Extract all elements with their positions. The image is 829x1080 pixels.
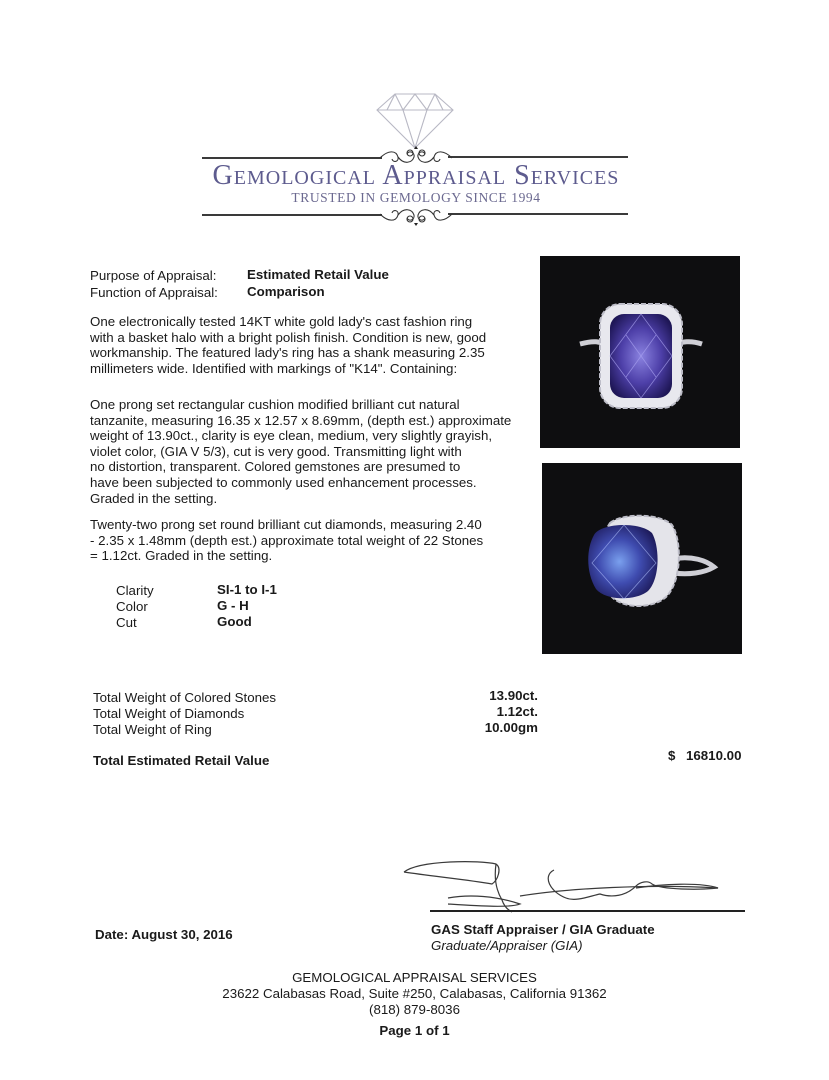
- diamonds-description: Twenty-two prong set round brilliant cut diamonds, measuring 2.40 - 2.35 x 1.48mm (depth est.) approximate total weight of 22 Stones = 1.12ct. Graded in the setting.: [90, 517, 484, 564]
- appraisal-date: Date: August 30, 2016: [95, 927, 233, 942]
- grade-value-color: G - H: [217, 598, 249, 613]
- retail-value-label: Total Estimated Retail Value: [93, 753, 270, 768]
- total-value-colored-stones: 13.90ct.: [489, 688, 538, 703]
- appraiser-subtitle: Graduate/Appraiser (GIA): [431, 938, 583, 953]
- company-tagline: TRUSTED IN GEMOLOGY SINCE 1994: [291, 190, 541, 205]
- footer-address: 23622 Calabasas Road, Suite #250, Calabasas, California 91362: [222, 986, 607, 1001]
- flourish-ornament-icon: [378, 203, 454, 227]
- appraiser-title: GAS Staff Appraiser / GIA Graduate: [431, 922, 655, 937]
- purpose-value: Estimated Retail Value: [247, 267, 389, 282]
- total-value-ring: 10.00gm: [484, 720, 538, 735]
- diamond-icon: [373, 92, 457, 150]
- grade-label-clarity: Clarity: [116, 583, 154, 598]
- total-label-colored-stones: Total Weight of Colored Stones: [93, 690, 277, 705]
- appraiser-signature: [400, 858, 760, 914]
- header-rule-top-right: [448, 156, 628, 158]
- total-value-diamonds: 1.12ct.: [496, 704, 538, 719]
- function-label: Function of Appraisal:: [90, 285, 218, 300]
- header-rule-bottom-right: [448, 213, 628, 215]
- ring-description: One electronically tested 14KT white gold lady's cast fashion ring with a basket halo with a bright polish finish. Condition is new, good workmanship. The featured lady's ring has a shank measuring 2.35 millimeters wide. Identified with markings of "K14". Containing:: [90, 314, 487, 376]
- company-name-logo: Gemological Appraisal Services: [212, 160, 620, 191]
- footer-company: GEMOLOGICAL APPRAISAL SERVICES: [292, 970, 537, 985]
- ring-photo-top-view: [540, 256, 740, 448]
- page-number: Page 1 of 1: [379, 1023, 450, 1038]
- grade-value-cut: Good: [217, 614, 252, 629]
- retail-value-amount: 16810.00: [686, 748, 742, 763]
- total-label-diamonds: Total Weight of Diamonds: [93, 706, 245, 721]
- ring-photo-side-view: [542, 463, 742, 654]
- grade-label-color: Color: [116, 599, 148, 614]
- retail-value-currency: $: [668, 748, 676, 763]
- purpose-label: Purpose of Appraisal:: [90, 268, 217, 283]
- header-rule-top-left: [202, 157, 382, 159]
- footer-phone: (818) 879-8036: [369, 1002, 460, 1017]
- function-value: Comparison: [247, 284, 325, 299]
- total-label-ring: Total Weight of Ring: [93, 722, 212, 737]
- signature-line: [430, 910, 745, 912]
- grade-value-clarity: SI-1 to I-1: [217, 582, 277, 597]
- header-rule-bottom-left: [202, 214, 382, 216]
- center-stone-description: One prong set rectangular cushion modified brilliant cut natural tanzanite, measuring 16.35 x 12.57 x 8.69mm, (depth est.) approximate weight of 13.90ct., clarity is eye clean, medium, very slightly grayish, violet color, (GIA V 5/3), cut is very good. Transmitting light with no distortion, transparent. Colored gemstones are presumed to have been subjected to commonly used enhancement processes. Graded in the setting.: [90, 397, 512, 506]
- grade-label-cut: Cut: [116, 615, 137, 630]
